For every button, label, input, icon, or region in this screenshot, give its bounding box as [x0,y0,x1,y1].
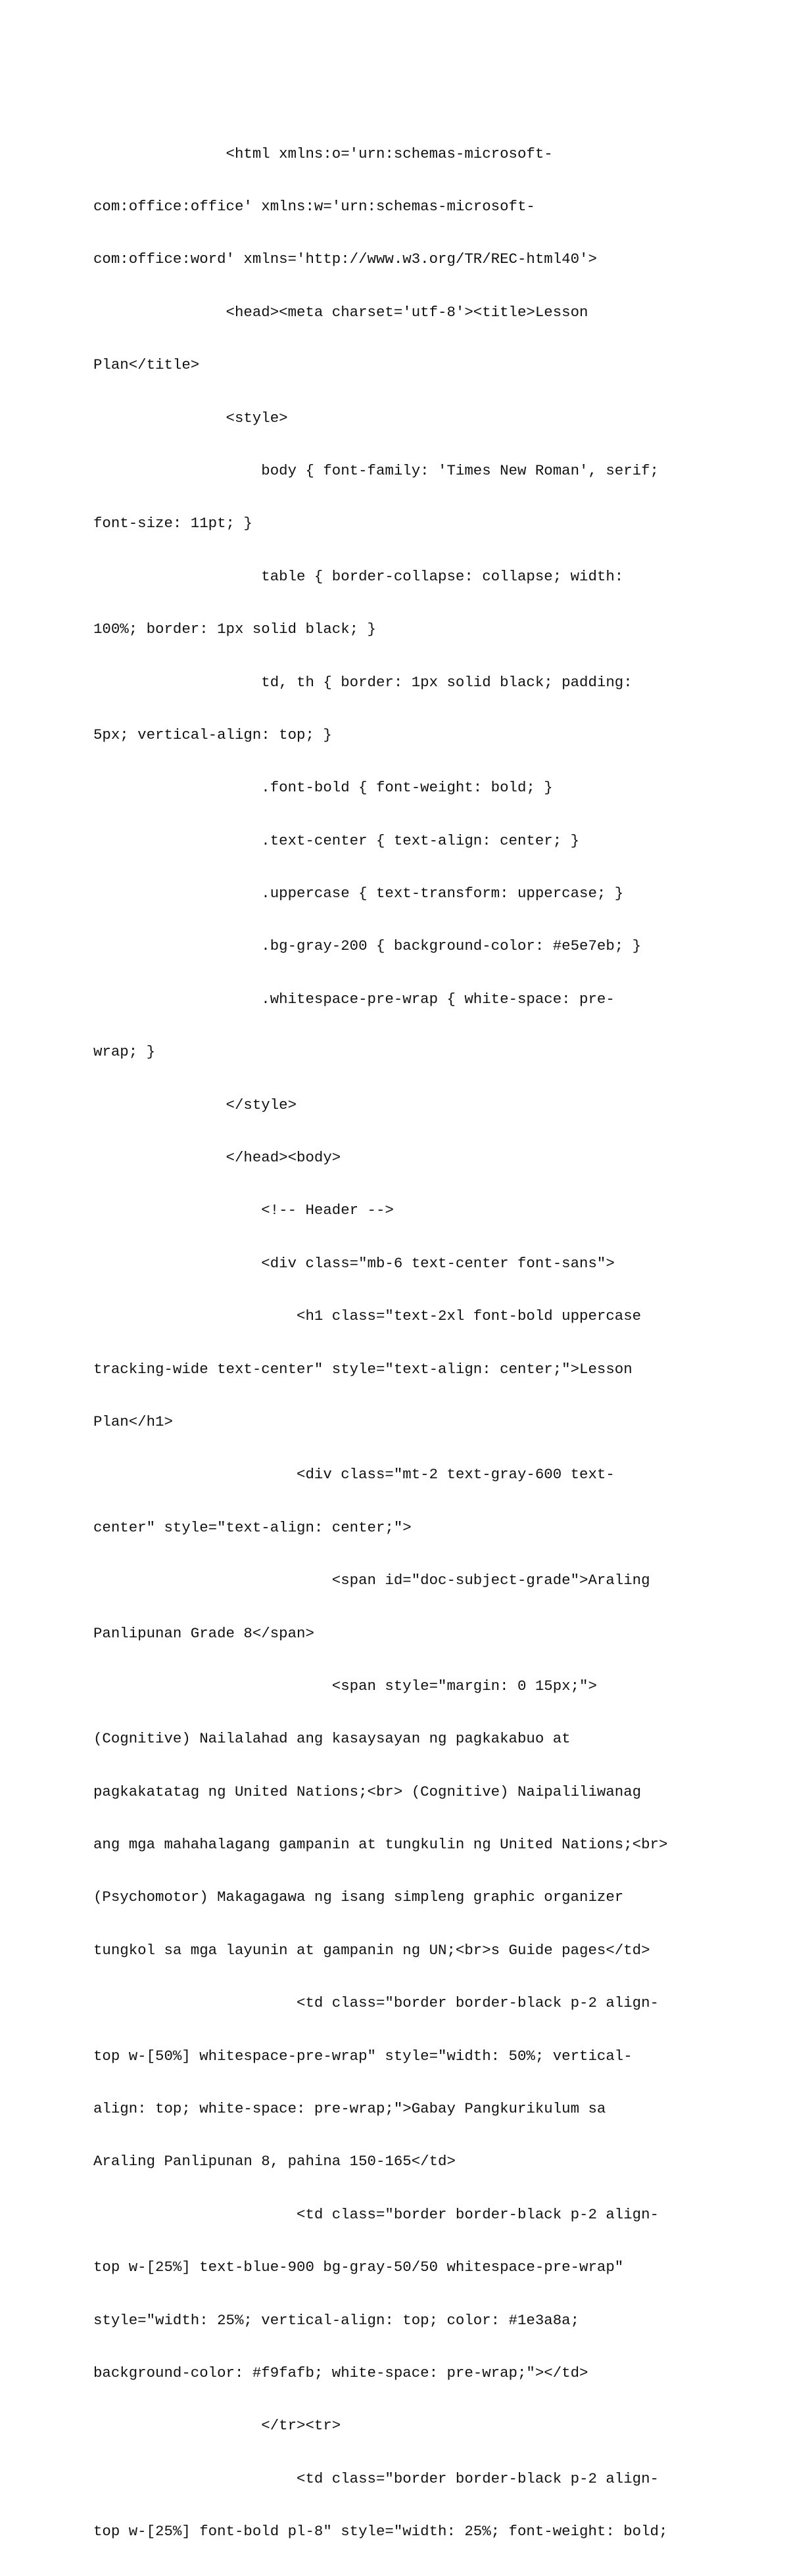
code-line: td, th { border: 1px solid black; padding: [93,673,633,691]
code-line: <td class="border border-black p-2 align- [93,2205,659,2223]
code-text-block [93,110,725,2576]
code-line: com:office:office' xmlns:w='urn:schemas-microsoft- [93,197,535,215]
code-line: .uppercase { text-transform: uppercase; } [93,885,624,902]
code-line: .whitespace-pre-wrap { white-space: pre- [93,990,615,1008]
code-line: tracking-wide text-center" style="text-align: center;">Lesson [93,1360,633,1378]
code-line: (Cognitive) Nailalahad ang kasaysayan ng pagkakabuo at [93,1730,571,1748]
code-line: <span style="margin: 0 15px;"> [93,1677,597,1695]
code-line: <span id="doc-subject-grade">Araling [93,1572,650,1589]
code-line: wrap; } [93,1043,156,1061]
code-line: top w-[50%] whitespace-pre-wrap" style="width: 50%; vertical- [93,2047,633,2065]
code-line: <td class="border border-black p-2 align- [93,1994,659,2012]
code-line: <td class="border border-black p-2 align- [93,2470,659,2487]
code-line: com:office:word' xmlns='http://www.w3.org/TR/REC-html40'> [93,250,597,268]
code-line: </tr><tr> [93,2417,341,2435]
code-line: Panlipunan Grade 8</span> [93,1624,314,1642]
code-line: .text-center { text-align: center; } [93,831,580,849]
code-line: top w-[25%] font-bold pl-8" style="width: 25%; font-weight: bold; [93,2523,668,2541]
code-line: 100%; border: 1px solid black; } [93,621,376,638]
code-line: body { font-family: 'Times New Roman', serif; [93,461,659,479]
code-line: </style> [93,1096,297,1113]
code-line: <style> [93,409,288,427]
code-line: Araling Panlipunan 8, pahina 150-165</td> [93,2153,456,2170]
code-line: 5px; vertical-align: top; } [93,726,332,743]
code-line: font-size: 11pt; } [93,515,252,532]
code-line: <h1 class="text-2xl font-bold uppercase [93,1307,642,1325]
code-line: background-color: #f9fafb; white-space: pre-wrap;"></td> [93,2364,588,2381]
code-line: Plan</title> [93,356,200,374]
code-line: top w-[25%] text-blue-900 bg-gray-50/50 whitespace-pre-wrap" [93,2259,624,2276]
code-line: <div class="mb-6 text-center font-sans"> [93,1254,615,1272]
code-line: <head><meta charset='utf-8'><title>Lesson [93,303,588,321]
code-line: .bg-gray-200 { background-color: #e5e7eb; } [93,937,642,955]
code-line: tungkol sa mga layunin at gampanin ng UN;<br>s Guide pages</td> [93,1941,650,1959]
code-line: ang mga mahahalagang gampanin at tungkulin ng United Nations;<br> [93,1836,668,1854]
code-line: </head><body> [93,1149,341,1167]
code-line: table { border-collapse: collapse; width: [93,567,624,585]
code-line: .font-bold { font-weight: bold; } [93,779,553,797]
code-line: (Psychomotor) Makagagawa ng isang simpleng graphic organizer [93,1888,624,1906]
code-line: <!-- Header --> [93,1202,394,1219]
code-line: style="width: 25%; vertical-align: top; color: #1e3a8a; [93,2311,580,2329]
code-line: <div class="mt-2 text-gray-600 text- [93,1466,615,1484]
code-line: align: top; white-space: pre-wrap;">Gabay Pangkurikulum sa [93,2100,606,2118]
code-line: <html xmlns:o='urn:schemas-microsoft- [93,145,553,162]
code-line: center" style="text-align: center;"> [93,1518,412,1536]
code-line: Plan</h1> [93,1413,173,1430]
code-line: pagkakatatag ng United Nations;<br> (Cognitive) Naipaliliwanag [93,1783,642,1800]
